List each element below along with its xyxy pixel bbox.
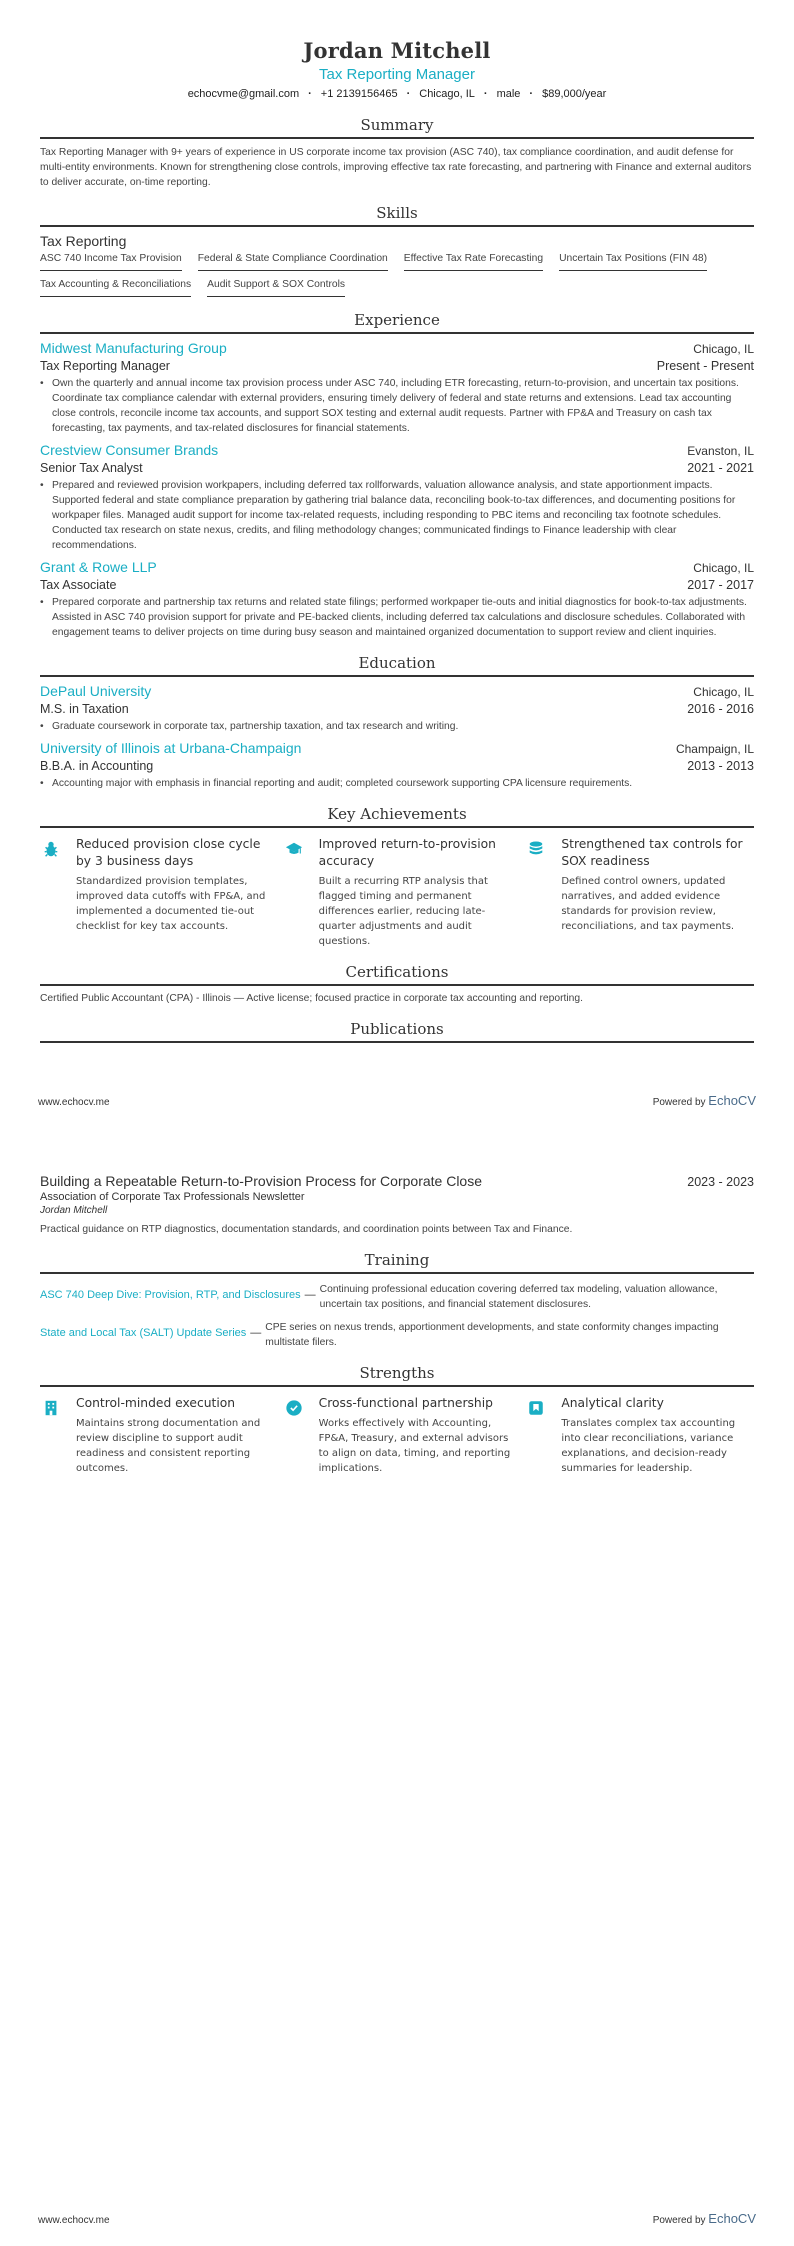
job-location: Chicago, IL	[693, 342, 754, 356]
experience-entry	[40, 442, 754, 553]
training-dash: —	[304, 1289, 316, 1301]
check-circle-icon	[283, 1395, 319, 1476]
education-entry	[40, 740, 754, 791]
achievement-item	[283, 836, 512, 949]
job-bullet: • Prepared corporate and partnership tax returns and related state filings; performed workpaper tie-outs and initial diagnostics for book-to-tax adjustments. Assisted in ASC 740 provision support for private and PE-backed clients, including deferred tax calculations and disclosure schedules. Collaborated with engagement teams to deliver projects on time during busy season and maintained organized documentation to support review and client inquiries.	[40, 595, 754, 640]
training-dash: —	[250, 1327, 262, 1339]
training-name: State and Local Tax (SALT) Update Series	[40, 1327, 247, 1339]
powered-by-label: Powered by	[652, 1097, 709, 1108]
training-desc: CPE series on nexus trends, apportionment developments, and state conformity changes impacting multistate filers.	[265, 1322, 719, 1348]
training-desc: Continuing professional education covering deferred tax modeling, valuation allowance, uncertain tax positions, and financial statement disclosures.	[319, 1284, 718, 1310]
achievement-title: Reduced provision close cycle by 3 business days	[76, 837, 261, 868]
section-title-strengths: Strengths	[40, 1364, 754, 1387]
brand-logo[interactable]: EchoCV	[708, 2211, 756, 2226]
achievement-item	[40, 836, 269, 949]
school-name: DePaul University	[40, 683, 152, 699]
education-dates: 2013 - 2013	[687, 759, 754, 773]
database-icon	[525, 836, 561, 949]
strength-desc: Maintains strong documentation and review discipline to support audit readiness and consistent reporting outcomes.	[76, 1418, 261, 1474]
separator-dot: ·	[406, 88, 411, 100]
contact-email[interactable]: echocvme@gmail.com	[187, 88, 300, 100]
strength-item	[525, 1395, 754, 1476]
company-name: Midwest Manufacturing Group	[40, 340, 227, 356]
separator-dot: ·	[308, 88, 312, 100]
achievement-item	[525, 836, 754, 949]
experience-entry	[40, 559, 754, 640]
summary-text: Tax Reporting Manager with 9+ years of experience in US corporate income tax provision (ASC 740), tax compliance coordination, and audit defense for multi-entity environments. Known for strengthening close controls, improving effective tax rate forecasting, and partnering with Finance and external auditors to deliver accurate, on-time reporting.	[40, 147, 752, 188]
graduation-cap-icon	[283, 836, 319, 949]
publication-desc: Practical guidance on RTP diagnostics, documentation standards, and coordination points between Tax and Finance.	[40, 1224, 573, 1235]
footer-url[interactable]: www.echocv.me	[38, 2215, 110, 2226]
footer-powered-by	[653, 2211, 756, 2226]
company-name: Grant & Rowe LLP	[40, 559, 157, 575]
job-location: Evanston, IL	[687, 444, 754, 458]
section-title-publications: Publications	[40, 1020, 754, 1043]
strength-desc: Translates complex tax accounting into clear reconciliations, variance explanations, and decision-ready summaries for leadership.	[561, 1418, 736, 1474]
section-title-education: Education	[40, 654, 754, 677]
education-bullet: • Graduate coursework in corporate tax, partnership taxation, and tax research and writing.	[40, 719, 754, 734]
contact-line	[40, 88, 754, 100]
candidate-name: Jordan Mitchell	[303, 38, 491, 63]
skill-tag: Audit Support & SOX Controls	[207, 277, 345, 297]
skill-tag: Tax Accounting & Reconciliations	[40, 277, 191, 297]
section-title-achievements: Key Achievements	[40, 805, 754, 828]
contact-salary: $89,000/year	[542, 88, 607, 100]
footer-url[interactable]: www.echocv.me	[38, 1097, 110, 1108]
footer-powered-by	[653, 1093, 756, 1108]
publication-title: Building a Repeatable Return-to-Provision Process for Corporate Close	[40, 1173, 482, 1189]
experience-entry	[40, 340, 754, 436]
job-bullet: • Prepared and reviewed provision workpapers, including deferred tax rollforwards, valuation allowance analysis, and state apportionment impacts. Supported federal and state compliance preparation by gathering trial balance data, reconciling book-to-tax differences, and documenting positions for workpaper files. Managed audit support for income tax-related requests, including responding to PBC items and reconciling tax footnote schedules. Conducted tax research on state nexus, credits, and filing methodology changes; communicated findings to Finance leadership with clear recommendations.	[40, 478, 754, 553]
skill-tag: ASC 740 Income Tax Provision	[40, 251, 182, 271]
section-title-training: Training	[40, 1251, 754, 1274]
publication-dates: 2023 - 2023	[687, 1175, 754, 1189]
skill-tag: Uncertain Tax Positions (FIN 48)	[559, 251, 707, 271]
school-location: Chicago, IL	[693, 685, 754, 699]
building-icon	[40, 1395, 76, 1476]
achievements-grid	[40, 836, 754, 949]
skill-tag: Effective Tax Rate Forecasting	[404, 251, 543, 271]
achievement-desc: Built a recurring RTP analysis that flagged timing and permanent differences earlier, reducing late-quarter adjustments and audit questions.	[318, 876, 488, 947]
job-role: Tax Reporting Manager	[40, 359, 170, 373]
separator-dot: ·	[529, 88, 534, 100]
degree: B.B.A. in Accounting	[40, 759, 154, 773]
strength-title: Analytical clarity	[561, 1396, 664, 1410]
section-title-summary: Summary	[40, 116, 754, 139]
section-title-certifications: Certifications	[40, 963, 754, 986]
contact-location: Chicago, IL	[419, 88, 475, 100]
publication-publisher: Association of Corporate Tax Professionals Newsletter	[40, 1191, 305, 1203]
skill-tags	[40, 251, 754, 303]
strength-desc: Works effectively with Accounting, FP&A, Treasury, and external advisors to align on data, timing, and reporting implications.	[318, 1418, 511, 1474]
school-location: Champaign, IL	[675, 742, 754, 756]
job-bullet: • Own the quarterly and annual income tax provision process under ASC 740, including ETR forecasting, return-to-provision, and uncertain tax positions. Coordinate tax compliance calendar with external providers, ensuring timely delivery of federal and state returns and extensions. Lead tax accounting close controls, reconcile income tax accounts, and support SOX testing and external audit requests. Partner with FP&A and Treasury on cash tax forecasting, tax payments, and tax-related disclosures for financial statements.	[40, 376, 754, 436]
education-bullet: • Accounting major with emphasis in financial reporting and audit; completed coursework supporting CPA licensure requirements.	[40, 776, 754, 791]
achievement-desc: Defined control owners, updated narratives, and added evidence standards for provision review, reconciliations, and tax payments.	[561, 876, 735, 932]
separator-dot: ·	[483, 88, 488, 100]
contact-phone[interactable]: +1 2139156465	[320, 88, 398, 100]
job-location: Chicago, IL	[693, 561, 754, 575]
brand-logo[interactable]: EchoCV	[708, 1093, 756, 1108]
degree: M.S. in Taxation	[40, 702, 129, 716]
strength-item	[283, 1395, 512, 1476]
company-name: Crestview Consumer Brands	[40, 442, 219, 458]
bookmark-icon	[525, 1395, 561, 1476]
job-dates: 2017 - 2017	[687, 578, 754, 592]
contact-gender: male	[496, 88, 521, 100]
strength-title: Cross-functional partnership	[318, 1396, 493, 1410]
resume-header	[40, 0, 754, 100]
achievement-title: Strengthened tax controls for SOX readiness	[561, 837, 743, 868]
powered-by-label: Powered by	[652, 2215, 709, 2226]
achievement-title: Improved return-to-provision accuracy	[318, 837, 496, 868]
strengths-grid	[40, 1395, 754, 1476]
bug-icon	[40, 836, 76, 949]
strength-title: Control-minded execution	[76, 1396, 236, 1410]
page-footer	[38, 2211, 756, 2226]
publication-entry	[40, 1173, 754, 1235]
education-entry	[40, 683, 754, 734]
section-title-experience: Experience	[40, 311, 754, 334]
certification-item: Certified Public Accountant (CPA) - Illinois — Active license; focused practice in corporate tax accounting and reporting.	[40, 993, 583, 1004]
job-dates: Present - Present	[656, 359, 754, 373]
page-footer	[38, 1093, 756, 1108]
training-name: ASC 740 Deep Dive: Provision, RTP, and Disclosures	[40, 1289, 301, 1301]
publication-author: Jordan Mitchell	[40, 1205, 108, 1216]
resume-page-2	[0, 1123, 794, 2246]
strength-item	[40, 1395, 269, 1476]
job-dates: 2021 - 2021	[687, 461, 754, 475]
job-role: Senior Tax Analyst	[40, 461, 143, 475]
school-name: University of Illinois at Urbana-Champaign	[40, 740, 302, 756]
training-item	[40, 1282, 754, 1312]
achievement-desc: Standardized provision templates, improved data cutoffs with FP&A, and implemented a documented tie-out checklist for key tax accounts.	[76, 876, 266, 932]
training-item	[40, 1320, 754, 1350]
job-role: Tax Associate	[40, 578, 117, 592]
education-dates: 2016 - 2016	[687, 702, 754, 716]
skill-group-title: Tax Reporting	[40, 233, 127, 249]
candidate-title: Tax Reporting Manager	[319, 66, 475, 83]
skill-tag: Federal & State Compliance Coordination	[198, 251, 388, 271]
section-title-skills: Skills	[40, 204, 754, 227]
